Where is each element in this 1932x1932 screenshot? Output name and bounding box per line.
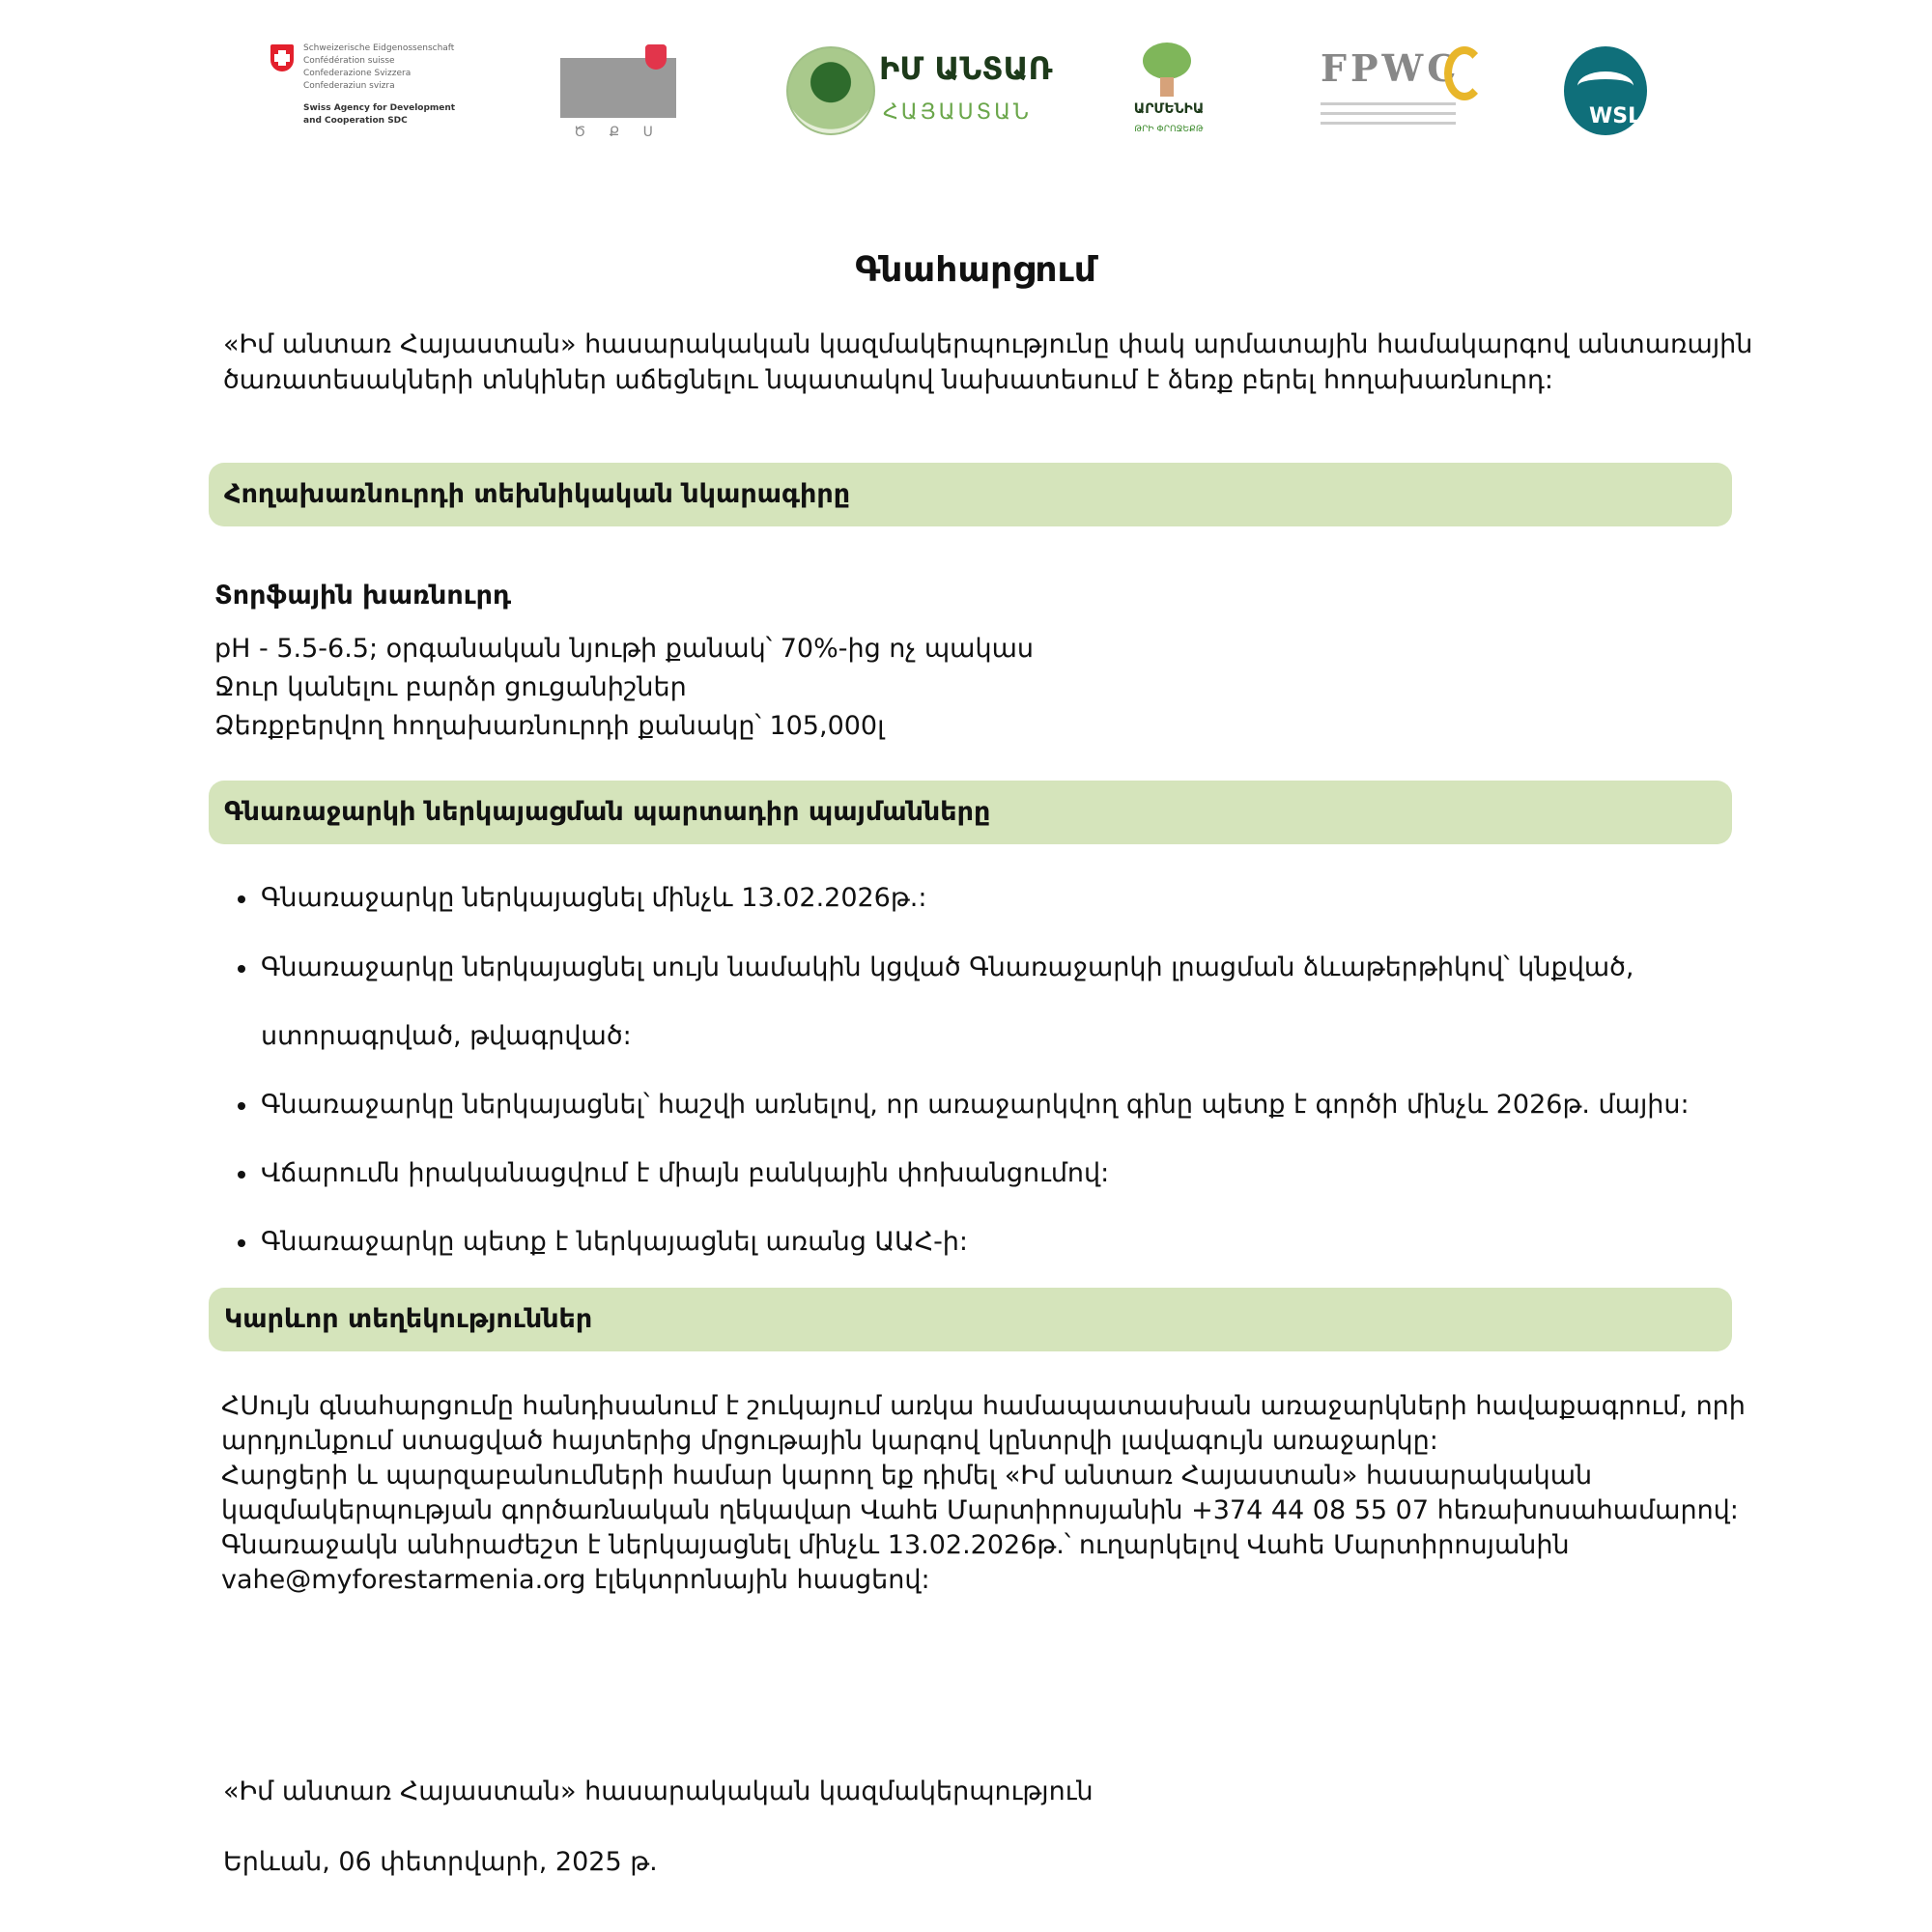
logo-text: Confederazione Svizzera	[303, 69, 412, 78]
logo-text: Confédération suisse	[303, 56, 395, 66]
condition-text: Գնառաջարկը ներկայացնել մինչև 13.02.2026թ.:	[261, 883, 927, 913]
sdc-logo	[269, 43, 462, 143]
sdc-logo-text	[303, 43, 455, 128]
tech-line: pH - 5.5-6.5; օրգանական նյութի քանակ՝ 70%-ից ոչ պակաս	[214, 634, 1035, 664]
logo-text: WSL	[1589, 104, 1642, 128]
moon-icon	[1444, 46, 1485, 100]
tech-line: Ձեռքբերվող հողախառնուրդի քանակը՝ 105,000լ	[214, 711, 885, 741]
logo-text: Schweizerische Eidgenossenschaft	[303, 43, 455, 53]
info-line: կազմակերպության գործառնական ղեկավար Վահե Մարտիրոսյանին +374 44 08 55 07 հեռախոսահամարով:	[221, 1495, 1739, 1525]
tech-line: Ջուր կանելու բարձր ցուցանիշներ	[214, 672, 687, 702]
logo-text: and Cooperation SDC	[303, 116, 408, 126]
swiss-cross-horizontal	[274, 54, 290, 62]
section-title: Կարևոր տեղեկություններ	[224, 1304, 593, 1334]
section-title: Հողախառնուրդի տեխնիկական նկարագիրը	[224, 479, 851, 509]
my-forest-armenia-logo	[786, 43, 1053, 143]
intro-line: ծառատեսակների տնկիներ աճեցնելու նպատակով նախատեսում է ձեռք բերել հողախառնուրդ:	[223, 365, 1553, 395]
hands-icon	[1160, 77, 1174, 97]
section-header-info	[209, 1288, 1732, 1351]
logo-tagline-lines	[1321, 102, 1456, 131]
logo-text: Swiss Agency for Development	[303, 103, 456, 113]
section-header-tech	[209, 463, 1732, 526]
tree-hands-icon	[1143, 43, 1191, 79]
page-title: Գնահարցում	[855, 250, 1096, 290]
info-line: ՀՍույն գնահարցումը հանդիսանում է շուկայում առկա համապատասխան առաջարկների հավաքագրում, որի	[221, 1391, 1746, 1421]
logo-text: Confederaziun svizra	[303, 81, 395, 91]
fpwc-logo	[1319, 43, 1483, 143]
wsl-logo	[1560, 43, 1657, 143]
section-header-conditions	[209, 781, 1732, 844]
condition-continuation: ստորագրված, թվագրված:	[261, 1021, 632, 1051]
wave-stroke	[1577, 71, 1634, 100]
logo-text: FPWC	[1321, 46, 1461, 90]
logo-text: Ծ Ք Ս	[574, 125, 663, 140]
info-line: vahe@myforestarmenia.org էլեկտրոնային հասցեով:	[221, 1565, 930, 1595]
info-line: Գնառաջակն անհրաժեշտ է ներկայացնել մինչև 13.02.2026թ.՝ ուղարկելով Վահե Մարտիրոսյանին	[221, 1530, 1570, 1560]
condition-text: Գնառաջարկը պետք է ներկայացնել առանց ԱԱՀ-ի:	[261, 1227, 969, 1257]
intro-paragraph	[223, 327, 1752, 398]
logo-text: ԱՐՄԵՆԻԱ	[1133, 101, 1205, 117]
logo-text: ԹՐԻ ՓՐՈՋԵՔԹ	[1134, 125, 1204, 134]
footer-date: Երևան, 06 փետրվարի, 2025 թ.	[223, 1847, 658, 1877]
armenia-tree-project-logo	[1121, 43, 1217, 143]
section-title: Գնառաջարկի ներկայացման պարտադիր պայմանները	[224, 797, 991, 827]
condition-text: Վճարումն իրականացվում է միայն բանկային փոխանցումով:	[261, 1158, 1110, 1188]
intro-line: «Իմ անտառ Հայաստան» հասարակական կազմակերպությունը փակ արմատային համակարգով անտառային	[223, 329, 1753, 359]
flower-icon	[645, 44, 667, 70]
condition-text: Գնառաջարկը ներկայացնել սույն նամակին կցված Գնառաջարկի լրացման ձևաթերթիկով՝ կնքված,	[261, 952, 1634, 982]
logo-text: ԻՄ ԱՆՏԱՌ	[879, 50, 1053, 87]
info-line: արդյունքում ստացված հայտերից մրցութային կարգով կընտրվի լավագույն առաջարկը:	[221, 1426, 1438, 1456]
tree-icon	[786, 46, 875, 135]
tech-subtitle: Տորֆային խառնուրդ	[214, 581, 512, 611]
logo-text: ՀԱՅԱՍՏԱՆ	[883, 100, 1032, 125]
ghu-logo	[560, 43, 681, 143]
footer-org: «Իմ անտառ Հայաստան» հասարակական կազմակերպություն	[223, 1776, 1094, 1806]
info-line: Հարցերի և պարզաբանումների համար կարող եք դիմել «Իմ անտառ Հայաստան» հասարակական	[221, 1461, 1593, 1491]
condition-text: Գնառաջարկը ներկայացնել՝ հաշվի առնելով, որ առաջարկվող գինը պետք է գործի մինչև 2026թ. մայիս:	[261, 1090, 1690, 1120]
info-paragraph	[221, 1389, 1746, 1598]
